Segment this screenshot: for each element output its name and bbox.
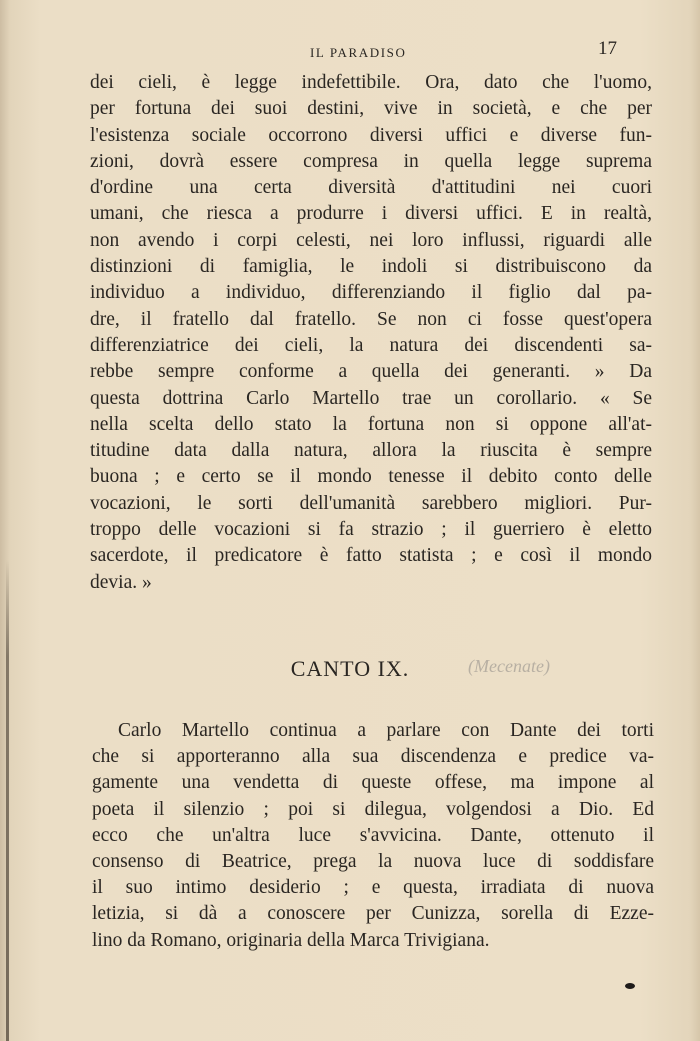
text-line: differenziatrice dei cieli, la natura dei discendenti sa- [90,334,652,356]
text-line: d'ordine una certa diversità d'attitudini nei cuori [90,177,652,199]
page-number: 17 [598,38,617,59]
text-line: vocazioni, le sorti dell'umanità sarebbero migliori. Pur- [90,492,652,514]
text-line: nella scelta dello stato la fortuna non si oppone all'at- [90,413,652,435]
text-line: lino da Romano, originaria della Marca Trivigiana. [92,929,490,951]
text-line: zioni, dovrà essere compresa in quella legge suprema [90,150,652,172]
text-line: individuo a individuo, differenziando il figlio dal pa- [90,282,652,304]
body-paragraph [90,70,652,596]
text-line: poeta il silenzio ; poi si dilegua, volgendosi a Dio. Ed [92,798,654,820]
ink-spot [625,983,635,989]
text-line: distinzioni di famiglia, le indoli si distribuiscono da [90,256,652,278]
running-header [0,38,700,68]
text-line: buona ; e certo se il mondo tenesse il debito conto delle [90,466,652,488]
text-line: non avendo i corpi celesti, nei loro influssi, riguardi alle [90,229,652,251]
text-line: gamente una vendetta di queste offese, ma impone al [92,772,654,794]
text-line: letizia, si dà a conoscere per Cunizza, sorella di Ezze- [92,903,654,925]
text-line: questa dottrina Carlo Martello trae un corollario. « Se [90,387,652,409]
text-line: troppo delle vocazioni si fa strazio ; il guerriero è eletto [90,519,652,541]
text-line: rebbe sempre conforme a quella dei generanti. » Da [90,361,652,383]
binding-gutter [6,560,9,1041]
handwritten-pencil-note: (Mecenate) [468,656,550,676]
text-line: consenso di Beatrice, prega la nuova luce di soddisfare [92,850,654,872]
section-heading: CANTO IX. [290,656,410,681]
text-line: umani, che riesca a produrre i diversi uffici. E in realtà, [90,203,652,225]
text-line: l'esistenza sociale occorrono diversi uffici e diverse fun- [90,124,652,146]
text-line: dei cieli, è legge indefettibile. Ora, dato che l'uomo, [90,72,652,93]
text-line: dre, il fratello dal fratello. Se non ci fosse quest'opera [90,308,652,330]
canto-summary [92,718,654,954]
running-title: IL PARADISO [310,45,407,60]
text-line: Carlo Martello continua a parlare con Dante dei torti [118,720,654,741]
text-line: titudine data dalla natura, allora la riuscita è sempre [90,440,652,462]
text-line: devia. » [90,571,152,593]
text-line: ecco che un'altra luce s'avvicina. Dante, ottenuto il [92,824,654,846]
text-line: che si apporteranno alla sua discendenza e predice va- [92,746,654,768]
text-line: sacerdote, il predicatore è fatto statista ; e così il mondo [90,545,652,567]
text-line: il suo intimo desiderio ; e questa, irradiata di nuova [92,877,654,899]
text-line: per fortuna dei suoi destini, vive in società, e che per [90,98,652,120]
